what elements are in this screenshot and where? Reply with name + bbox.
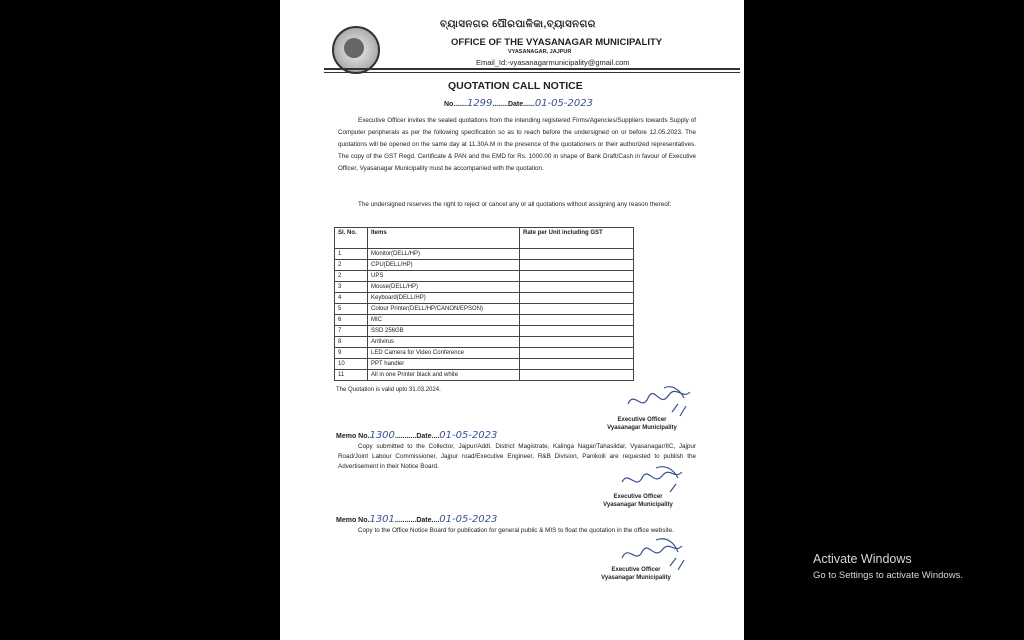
row-sl: 1 — [335, 249, 368, 260]
notice-no-label: No. — [444, 101, 456, 108]
notice-date-label: Date — [507, 101, 524, 108]
row-item: PPT handler — [368, 359, 520, 370]
row-item: Mouse(DELL/HP) — [368, 282, 520, 293]
table-row — [335, 315, 634, 326]
header-items: Items — [368, 228, 520, 249]
signature-block-3 — [596, 566, 676, 582]
row-rate — [520, 271, 634, 282]
memo-1-text: Copy submitted to the Collector, Jajpur/Addl. District Magistrate, Kalinga Nagar/Tahasildar, Vyasanagar/IIC, Jajpur Road/Joint Labour Commissioner, Jajpur road/Executive Engineer, R&B Division, Panikoili are requested to publish the Advertisement in their Notice Board. — [338, 443, 696, 470]
row-sl: 11 — [335, 370, 368, 381]
table-header-row — [335, 228, 634, 249]
header-rate: Rate per Unit including GST — [520, 228, 634, 249]
row-rate — [520, 359, 634, 370]
row-rate — [520, 337, 634, 348]
notice-reserve: The undersigned reserves the right to reject or cancel any or all quotations without assigning any reason thereof. — [358, 201, 672, 208]
row-item: SSD 256GB — [368, 326, 520, 337]
row-rate — [520, 348, 634, 359]
table-row — [335, 359, 634, 370]
row-item: All in one Printer black and white — [368, 370, 520, 381]
table-row — [335, 260, 634, 271]
table-row — [335, 326, 634, 337]
table-row — [335, 337, 634, 348]
row-sl: 5 — [335, 304, 368, 315]
row-item: CPU(DELL/HP) — [368, 260, 520, 271]
memo-2-number: 1301 — [369, 514, 395, 525]
row-rate — [520, 326, 634, 337]
row-rate — [520, 304, 634, 315]
signature-title: Executive Officer — [611, 567, 661, 573]
notice-no-value: 1299 — [466, 98, 493, 109]
notice-number-line: No.......1299........Date......01-05-2023 — [444, 98, 593, 109]
row-item: Monitor(DELL/HP) — [368, 249, 520, 260]
table-row — [335, 293, 634, 304]
office-email: Email_Id:-vyasanagarmunicipality@gmail.com — [476, 58, 630, 67]
row-item: LED Camera for Video Conference — [368, 348, 520, 359]
row-sl: 4 — [335, 293, 368, 304]
signature-title: Executive Officer — [613, 494, 663, 500]
signature-title: Executive Officer — [617, 417, 667, 423]
memo-1-date: 01-05-2023 — [439, 430, 498, 441]
row-sl: 8 — [335, 337, 368, 348]
memo-2-date-label: Date — [416, 517, 432, 524]
odia-title: ବ୍ୟାସନଗର ପୌରପାଳିକା,ବ୍ୟାସନଗର — [440, 19, 596, 30]
table-row — [335, 370, 634, 381]
row-sl: 6 — [335, 315, 368, 326]
memo-2-line: Memo No.1301...........Date....01-05-2023 — [336, 514, 498, 525]
activate-subtitle: Go to Settings to activate Windows. — [813, 570, 963, 581]
memo-1-line: Memo No.1300...........Date....01-05-2023 — [336, 430, 498, 441]
row-sl: 7 — [335, 326, 368, 337]
notice-date-value: 01-05-2023 — [534, 98, 593, 109]
items-table — [334, 227, 634, 381]
row-rate — [520, 282, 634, 293]
row-rate — [520, 249, 634, 260]
office-location: VYASANAGAR, JAJPUR — [508, 49, 572, 55]
activate-title: Activate Windows — [813, 552, 912, 566]
signature-org: Vyasanagar Municipality — [601, 575, 671, 581]
signature-block-2 — [598, 493, 678, 509]
row-sl: 2 — [335, 271, 368, 282]
row-sl: 3 — [335, 282, 368, 293]
memo-1-label: Memo No. — [336, 433, 370, 440]
row-rate — [520, 370, 634, 381]
signature-block-1 — [602, 416, 682, 432]
header-rule-thin — [324, 72, 740, 73]
notice-body: Executive Officer invites the sealed quotations from the intending registered Firms/Agencies/Suppliers towards Supply of Computer peripherals as per the following specification so as to reach before the undersigned on or before 12.05.2023. The quotations will be opened on the same day at 11.30A.M in the presence of the quotationers or their authorized representatives. The copy of the GST Regd. Certificate & PAN and the EMD for Rs. 1000.00 in shape of Bank Draft/Cash in favour of Executive Officer, Vyasanagar Municipality must be accompanied with the quotation. — [338, 117, 696, 172]
office-name: OFFICE OF THE VYASANAGAR MUNICIPALITY — [451, 37, 663, 48]
row-sl: 10 — [335, 359, 368, 370]
row-rate — [520, 293, 634, 304]
document-page — [280, 0, 744, 640]
municipality-seal — [332, 26, 380, 74]
header-rule — [324, 68, 740, 70]
row-sl: 2 — [335, 260, 368, 271]
table-row — [335, 282, 634, 293]
header-sl: Sl. No. — [335, 228, 368, 249]
memo-1-number: 1300 — [369, 430, 395, 441]
row-item: Keyboard(DELL/HP) — [368, 293, 520, 304]
row-item: UPS — [368, 271, 520, 282]
notice-title: QUOTATION CALL NOTICE — [448, 80, 583, 92]
activate-windows-watermark — [813, 552, 963, 581]
memo-1-date-label: Date — [416, 433, 432, 440]
row-sl: 9 — [335, 348, 368, 359]
row-rate — [520, 315, 634, 326]
table-row — [335, 271, 634, 282]
row-item: Colour Printer(DELL/HP/CANON/EPSON) — [368, 304, 520, 315]
table-row — [335, 348, 634, 359]
row-rate — [520, 260, 634, 271]
table-row — [335, 249, 634, 260]
memo-2-label: Memo No. — [336, 517, 370, 524]
validity-note: The Quotation is valid upto 31.03.2024. — [336, 387, 441, 393]
signature-org: Vyasanagar Municipality — [607, 425, 677, 431]
row-item: Antivirus — [368, 337, 520, 348]
memo-2-date: 01-05-2023 — [439, 514, 498, 525]
signature-org: Vyasanagar Municipality — [603, 502, 673, 508]
memo-2-text: Copy to the Office Notice Board for publication for general public & MIS to float the quotation in the office website. — [358, 527, 674, 534]
row-item: MIC — [368, 315, 520, 326]
table-row — [335, 304, 634, 315]
